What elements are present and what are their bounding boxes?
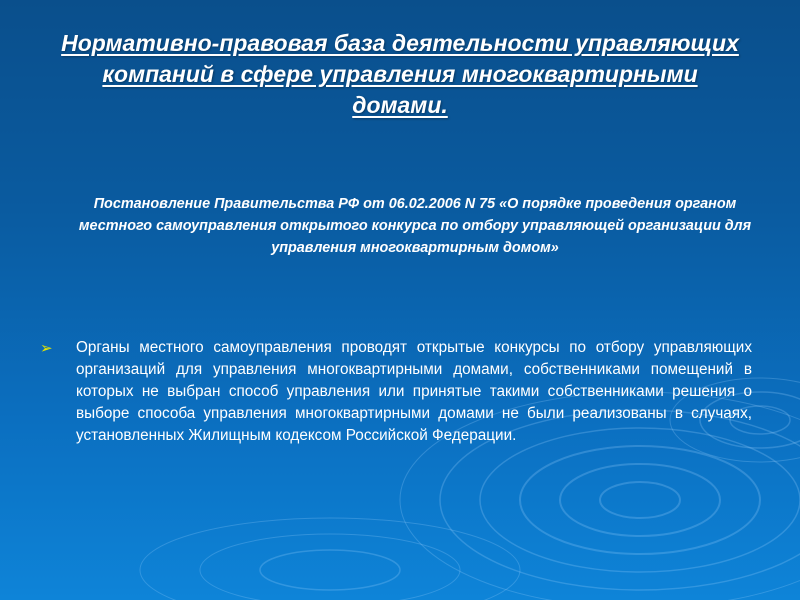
bullet-item xyxy=(40,337,752,447)
slide-title: Нормативно-правовая база деятельности управляющих компаний в сфере управления многоквартирными домами. xyxy=(61,30,739,118)
slide-subtitle: Постановление Правительства РФ от 06.02.2006 N 75 «О порядке проведения органом местного самоуправления открытого конкурса по отбору управляющей организации для управления многоквартирным домом» xyxy=(78,196,752,256)
arrow-bullet-icon: ➢ xyxy=(40,340,53,357)
bullet-text: Органы местного самоуправления проводят открытые конкурсы по отбору управляющих организаций для управления многоквартирными домами, собственниками помещений в которых не выбран способ управления или принятые такими собственниками решения о выборе способа управления многоквартирными домами не были реализованы в случаях, установленных Жилищным кодексом Российской Федерации. xyxy=(76,339,752,444)
